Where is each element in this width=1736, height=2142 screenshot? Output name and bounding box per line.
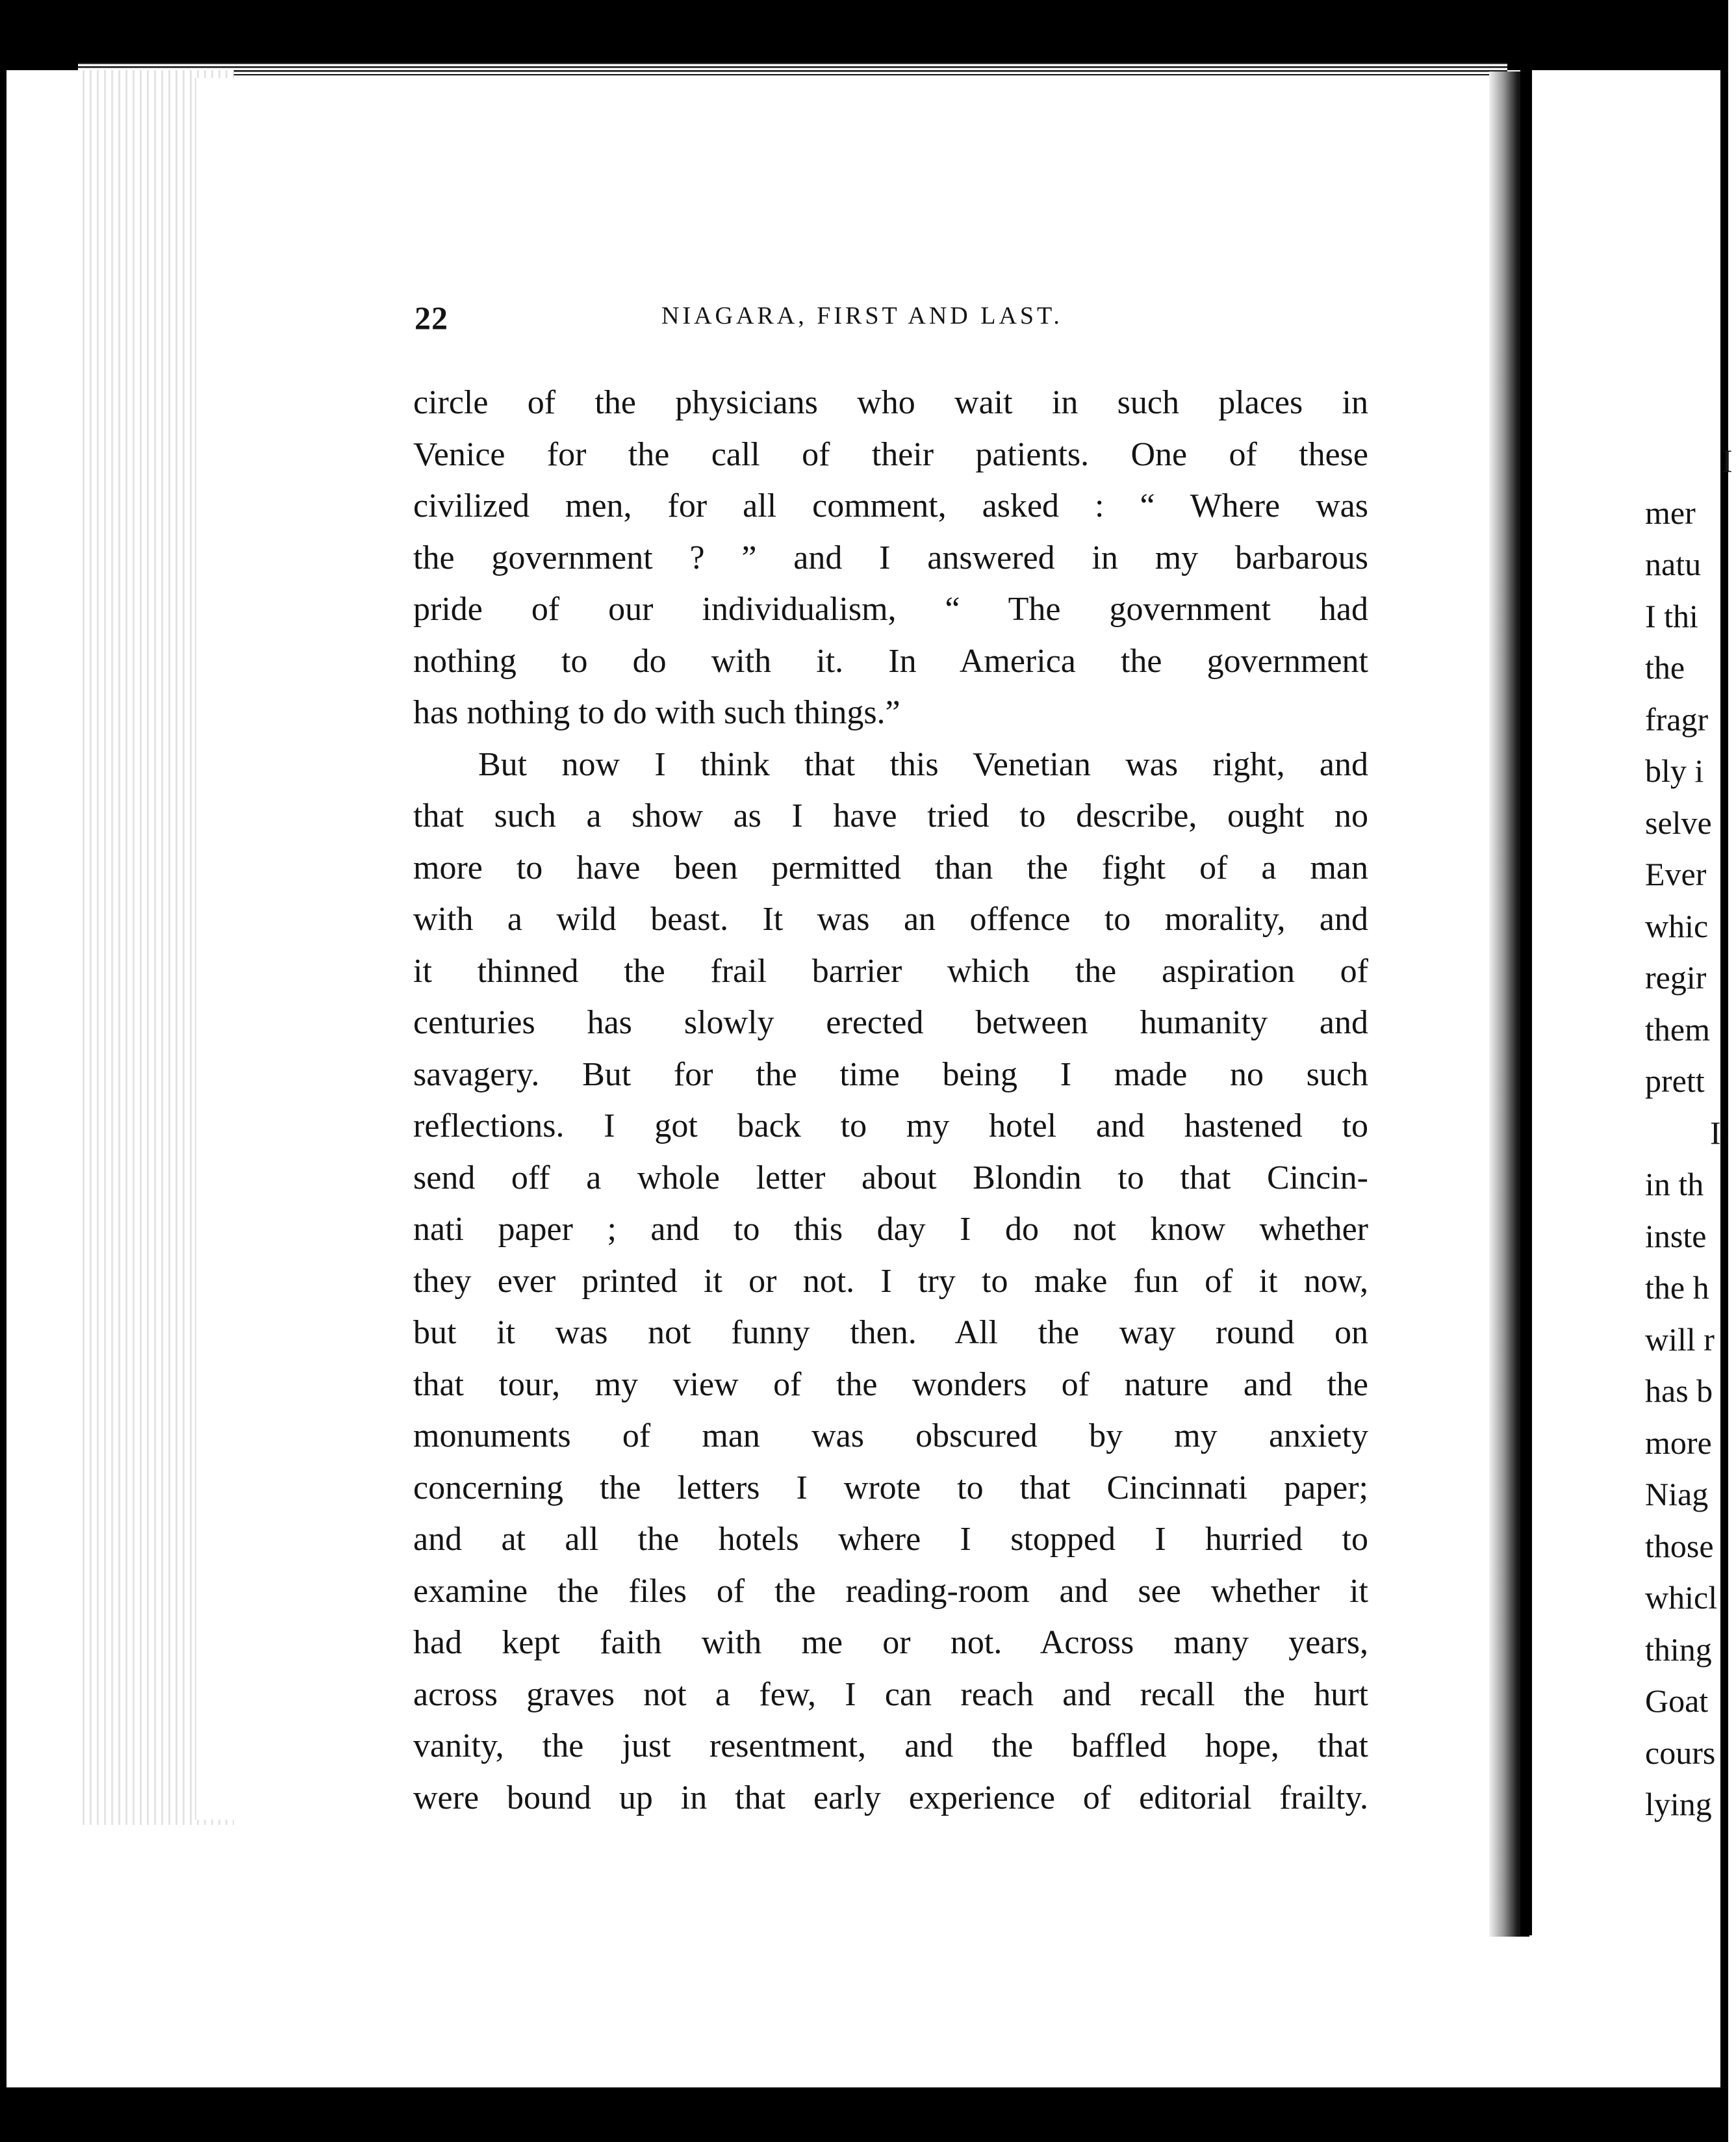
facing-line: Ever xyxy=(1645,856,1707,892)
facing-line: those xyxy=(1645,1527,1714,1564)
text-line: monuments of man was obscured by my anxiety xyxy=(413,1417,1368,1454)
text-line: and at all the hotels where I stopped I hurried to xyxy=(413,1521,1368,1558)
facing-line: the xyxy=(1645,649,1685,686)
facing-line: selve xyxy=(1645,804,1712,841)
facing-line: I xyxy=(1722,443,1733,479)
text-line: with a wild beast. It was an offence to morality, and xyxy=(413,901,1368,938)
facing-line: more xyxy=(1645,1424,1712,1461)
facing-line: whicl xyxy=(1645,1579,1718,1616)
book-page-edges-top xyxy=(78,62,1507,75)
text-line: the government ? ” and I answered in my barbarous xyxy=(413,539,1368,576)
scan-top-border xyxy=(0,0,1728,70)
facing-line: will r xyxy=(1645,1321,1715,1358)
facing-line: has b xyxy=(1645,1373,1713,1409)
facing-line: inste xyxy=(1645,1217,1707,1254)
text-line: had kept faith with me or not. Across many years, xyxy=(413,1624,1368,1661)
page-number: 22 xyxy=(415,300,448,336)
text-line: has nothing to do with such things.” xyxy=(413,694,900,731)
text-line: civilized men, for all comment, asked : “ Where was xyxy=(413,487,1368,524)
facing-line: cours xyxy=(1645,1734,1716,1771)
text-line: circle of the physicians who wait in such places in xyxy=(413,384,1368,421)
text-line: centuries has slowly erected between humanity and xyxy=(413,1004,1368,1041)
text-line: But now I think that this Venetian was right, and xyxy=(478,745,1368,783)
facing-line: the h xyxy=(1645,1269,1709,1306)
facing-line: prett xyxy=(1645,1063,1705,1099)
scan-left-border xyxy=(0,0,6,2142)
page-header xyxy=(415,299,1364,338)
text-line: that tour, my view of the wonders of nature and the xyxy=(413,1365,1368,1403)
facing-line: Goat xyxy=(1645,1683,1709,1719)
text-line: were bound up in that early experience of editorial frailty. xyxy=(413,1779,1368,1816)
facing-line: bly i xyxy=(1645,753,1704,789)
facing-line: I thi xyxy=(1645,597,1698,634)
running-title: NIAGARA, FIRST AND LAST. xyxy=(661,302,1063,329)
text-line: Venice for the call of their patients. One of these xyxy=(413,435,1368,473)
text-line: nati paper ; and to this day I do not know whether xyxy=(413,1211,1368,1248)
text-line: send off a whole letter about Blondin to that Cincin- xyxy=(413,1159,1368,1196)
facing-line: Niag xyxy=(1645,1476,1709,1512)
text-line: but it was not funny then. All the way round on xyxy=(413,1314,1368,1351)
facing-page-text xyxy=(1645,435,1736,1831)
facing-line: regir xyxy=(1645,959,1707,996)
facing-line: fragr xyxy=(1645,701,1709,738)
facing-line: mer xyxy=(1645,494,1696,531)
text-line: it thinned the frail barrier which the aspiration of xyxy=(413,952,1368,990)
facing-line: in th xyxy=(1645,1166,1704,1202)
facing-line: lying xyxy=(1645,1786,1712,1822)
text-line: more to have been permitted than the fight of a man xyxy=(413,849,1368,886)
scan-bottom-border xyxy=(0,2087,1728,2142)
facing-line: whic xyxy=(1645,907,1709,944)
facing-line: natu xyxy=(1645,546,1702,582)
facing-line: I xyxy=(1710,1114,1721,1151)
facing-line: them xyxy=(1645,1011,1710,1048)
text-line: concerning the letters I wrote to that Cincinnati paper; xyxy=(413,1469,1368,1506)
text-line: savagery. But for the time being I made no such xyxy=(413,1055,1368,1093)
text-line: they ever printed it or not. I try to make fun of it now, xyxy=(413,1262,1368,1300)
body-text xyxy=(413,377,1368,1824)
text-line: pride of our individualism, “ The government had xyxy=(413,591,1368,628)
text-line: across graves not a few, I can reach and recall the hurt xyxy=(413,1675,1368,1713)
facing-line: thing xyxy=(1645,1631,1712,1668)
text-line: that such a show as I have tried to describe, ought no xyxy=(413,797,1368,834)
text-line: reflections. I got back to my hotel and hastened to xyxy=(413,1107,1368,1144)
text-line: examine the files of the reading-room and see whether it xyxy=(413,1572,1368,1610)
text-line: vanity, the just resentment, and the baffled hope, that xyxy=(413,1727,1368,1764)
book-spine-shadow xyxy=(1520,70,1532,1935)
text-line: nothing to do with it. In America the government xyxy=(413,642,1368,680)
